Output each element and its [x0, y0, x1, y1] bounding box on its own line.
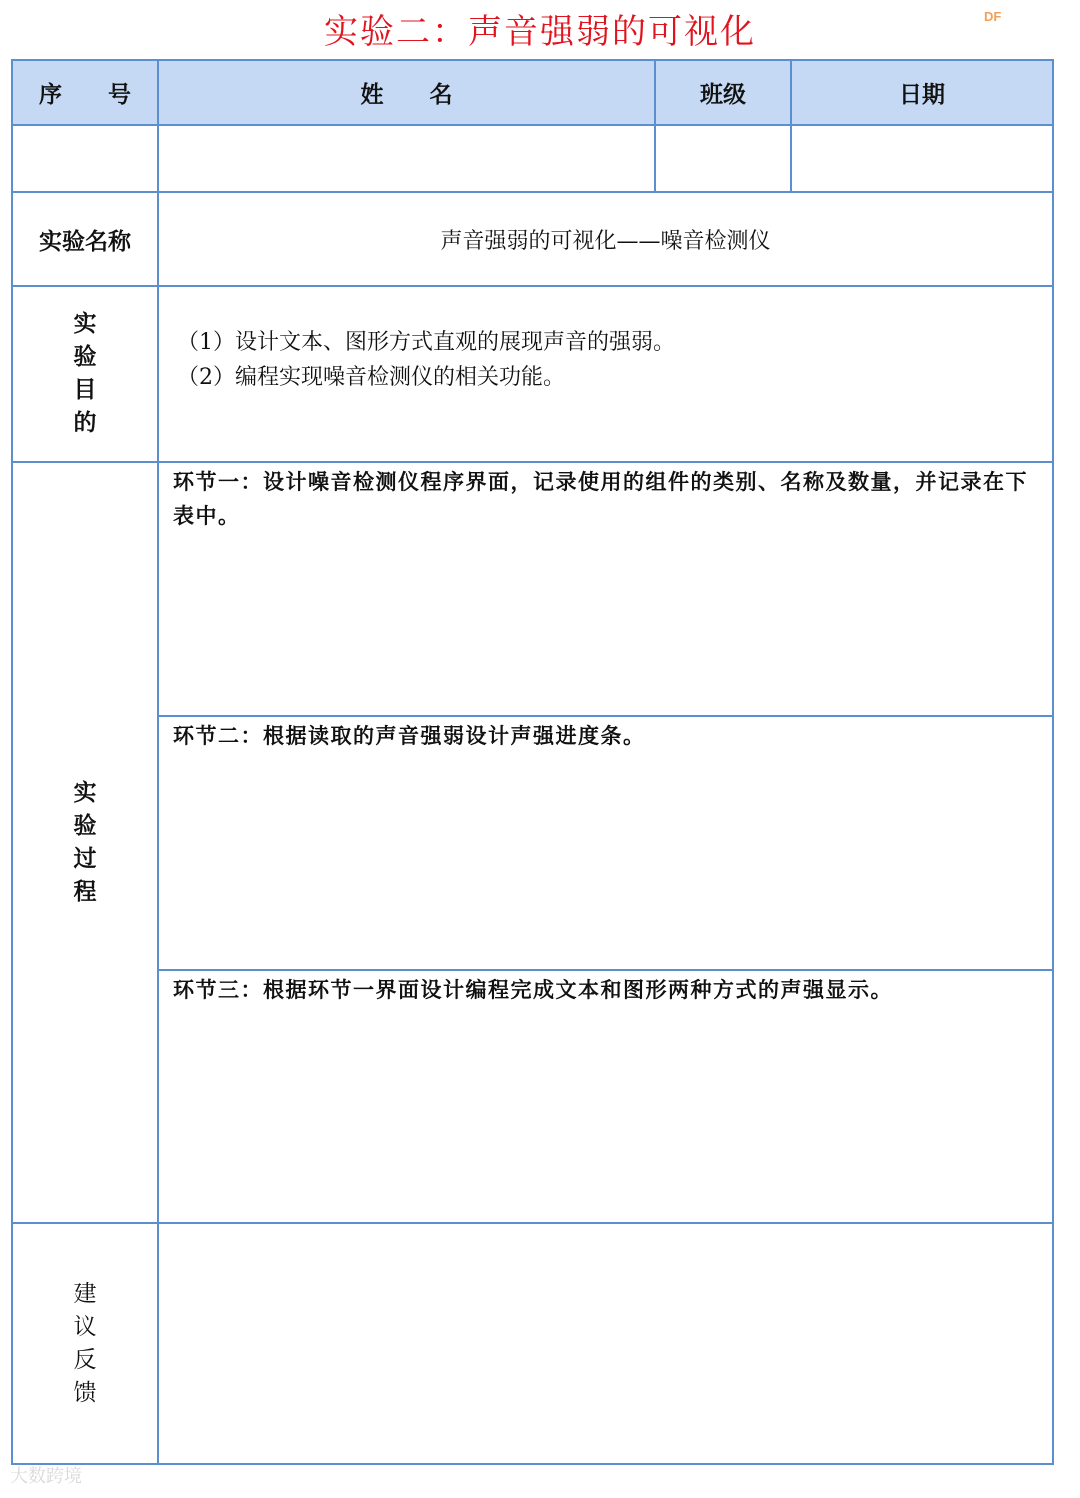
experiment-name-value: 声音强弱的可视化——噪音检测仪: [158, 192, 1053, 286]
experiment-name-row: [12, 192, 1053, 286]
process-label: [12, 462, 158, 1223]
process-label-char: 验: [73, 812, 97, 839]
feedback-label-char: 反: [73, 1346, 97, 1373]
stage-one[interactable]: 环节一：设计噪音检测仪程序界面，记录使用的组件的类别、名称及数量，并记录在下表中。: [159, 463, 1052, 717]
document-title: 实验二：声音强弱的可视化: [324, 12, 756, 52]
feedback-label-char: 建: [73, 1280, 97, 1307]
experiment-sheet: [11, 59, 1054, 1465]
stage-two[interactable]: 环节二：根据读取的声音强弱设计声强进度条。: [159, 717, 1052, 971]
watermark: 大数跨境: [10, 1466, 82, 1487]
purpose-label-char: 目: [73, 377, 97, 403]
experiment-name-label: 实验名称: [12, 192, 158, 286]
feedback-label-char: 馈: [73, 1379, 97, 1406]
seq-header: 序 号: [12, 60, 158, 125]
purpose-row: [12, 286, 1053, 462]
purpose-item: （2）编程实现噪音检测仪的相关功能。: [177, 365, 565, 390]
purpose-label-char: 实: [73, 311, 97, 337]
name-header: 姓 名: [158, 60, 655, 125]
purpose-item: （1）设计文本、图形方式直观的展现声音的强弱。: [177, 330, 675, 355]
name-field[interactable]: [158, 125, 655, 192]
class-header: 班级: [655, 60, 791, 125]
seq-field[interactable]: [12, 125, 158, 192]
feedback-label: [12, 1223, 158, 1464]
process-label-char: 实: [73, 779, 97, 806]
feedback-label-char: 议: [73, 1313, 97, 1340]
purpose-label-char: 的: [73, 410, 97, 436]
date-header: 日期: [791, 60, 1053, 125]
purpose-content: [158, 286, 1053, 462]
process-row: [12, 462, 1053, 1223]
date-field[interactable]: [791, 125, 1053, 192]
feedback-row: [12, 1223, 1053, 1464]
process-label-char: 程: [73, 878, 97, 905]
corner-logo: DF: [984, 9, 1002, 24]
stage-three[interactable]: 环节三：根据环节一界面设计编程完成文本和图形两种方式的声强显示。: [173, 977, 893, 1002]
purpose-label: [12, 286, 158, 462]
class-field[interactable]: [655, 125, 791, 192]
feedback-content[interactable]: [158, 1223, 1053, 1464]
process-content: [158, 462, 1053, 1223]
process-label-char: 过: [73, 845, 97, 872]
header-row: [12, 60, 1053, 125]
purpose-label-char: 验: [73, 344, 97, 370]
student-info-row: [12, 125, 1053, 192]
